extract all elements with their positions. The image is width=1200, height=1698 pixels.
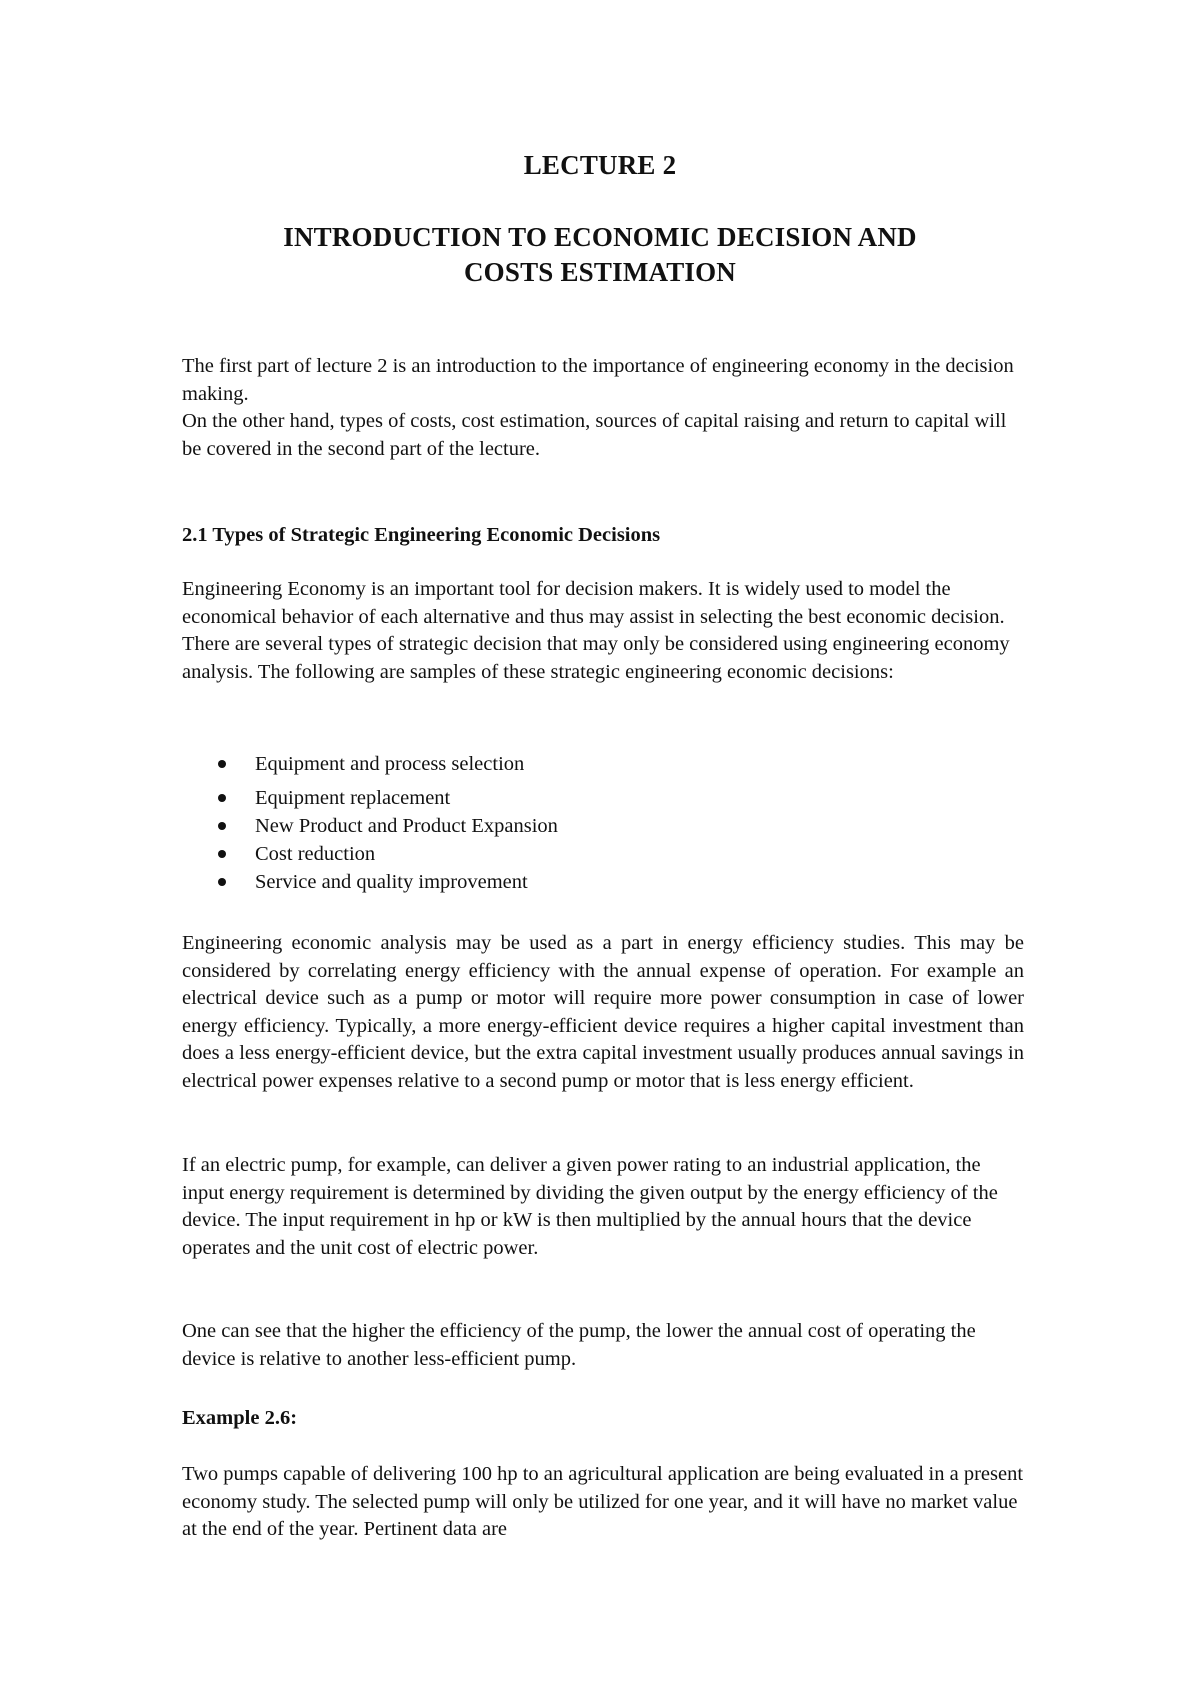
example-paragraph: Two pumps capable of delivering 100 hp to an agricultural application are being evaluated in a present economy study. The selected pump will only be utilized for one year, and it will have no market value at the end of the year. Pertinent data are [182,1463,1024,1540]
example-heading: Example 2.6: [182,1407,298,1429]
bullet-item: Cost reduction [218,840,918,868]
electric-pump-paragraph: If an electric pump, for example, can deliver a given power rating to an industrial application, the input energy requirement is determined by dividing the given output by the energy efficiency of the device. The input requirement in hp or kW is then multiplied by the annual hours that the device operates and the unit cost of electric power. [182,1154,998,1259]
section-paragraph: Engineering Economy is an important tool for decision makers. It is widely used to model the economical behavior of each alternative and thus may assist in selecting the best economic decision. There are several types of strategic decision that may only be considered using engineering economy analysis. The following are samples of these strategic engineering economic decisions: [182,578,1010,683]
bullet-item: Equipment replacement [218,784,918,812]
intro-block [182,353,1024,463]
bullet-item: Equipment and process selection [218,750,918,778]
intro-paragraph-1: The first part of lecture 2 is an introduction to the importance of engineering economy in the decision making. [182,355,1014,405]
main-title-line2: COSTS ESTIMATION [463,257,737,287]
bullet-item: Service and quality improvement [218,868,918,896]
decision-bullet-list [218,750,918,896]
main-title [0,220,1200,290]
main-title-line1: INTRODUCTION TO ECONOMIC DECISION AND [283,222,917,252]
bullet-icon [218,822,226,830]
energy-efficiency-paragraph: Engineering economic analysis may be used as a part in energy efficiency studies. This may be considered by correlating energy efficiency with the annual expense of operation. For example an electrical device such as a pump or motor will require more power consumption in case of lower energy efficiency. Typically, a more energy-efficient device requires a higher capital investment than does a less energy-efficient device, but the extra capital investment usually produces annual savings in electrical power expenses relative to a second pump or motor that is less energy efficient. [182,932,1024,1092]
bullet-icon [218,878,226,886]
bullet-item: New Product and Product Expansion [218,812,918,840]
pump-efficiency-paragraph: One can see that the higher the efficiency of the pump, the lower the annual cost of operating the device is relative to another less-efficient pump. [182,1320,976,1370]
bullet-icon [218,794,226,802]
lecture-title: LECTURE 2 [523,150,677,180]
intro-paragraph-2: On the other hand, types of costs, cost estimation, sources of capital raising and return to capital will be covered in the second part of the lecture. [182,410,1007,460]
section-heading: 2.1 Types of Strategic Engineering Economic Decisions [182,524,661,546]
bullet-icon [218,850,226,858]
bullet-icon [218,760,226,768]
